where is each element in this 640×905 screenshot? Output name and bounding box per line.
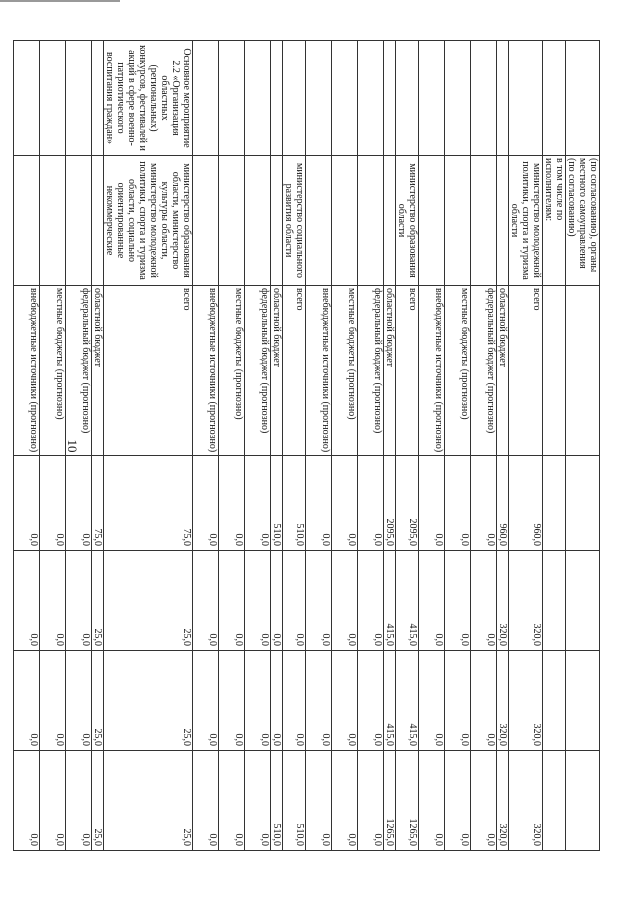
cell-value: 2095,0	[384, 456, 396, 551]
cell-value: 320,0	[497, 551, 509, 651]
cell-measure	[509, 41, 543, 156]
scan-mark	[0, 0, 120, 2]
cell-measure	[92, 41, 104, 156]
cell-value: 0,0	[358, 651, 384, 751]
cell-measure	[245, 41, 271, 156]
cell-value: 25,0	[92, 651, 104, 751]
cell-source: местные бюджеты (прогнозно)	[219, 286, 245, 456]
cell-executor: в том числе по исполнителям:	[543, 156, 566, 286]
cell-executor	[14, 156, 40, 286]
cell-value: 0,0	[66, 551, 92, 651]
table-viewport	[28, 40, 600, 850]
table-row	[566, 41, 600, 851]
table-row	[92, 41, 104, 851]
cell-executor	[497, 156, 509, 286]
cell-value: 0,0	[219, 651, 245, 751]
cell-measure	[66, 41, 92, 156]
cell-value: 960,0	[509, 456, 543, 551]
cell-value: 0,0	[419, 651, 445, 751]
cell-executor	[471, 156, 497, 286]
cell-source: всего	[396, 286, 419, 456]
cell-measure	[384, 41, 396, 156]
table-row	[283, 41, 306, 851]
cell-value: 0,0	[332, 551, 358, 651]
cell-value: 0,0	[471, 551, 497, 651]
cell-value: 0,0	[471, 751, 497, 851]
cell-value: 0,0	[245, 456, 271, 551]
cell-value: 0,0	[219, 456, 245, 551]
cell-value: 25,0	[104, 751, 193, 851]
cell-value: 0,0	[219, 751, 245, 851]
cell-measure	[219, 41, 245, 156]
cell-value: 0,0	[66, 456, 92, 551]
cell-value: 320,0	[497, 651, 509, 751]
cell-value: 510,0	[283, 751, 306, 851]
cell-value: 25,0	[104, 651, 193, 751]
cell-value: 0,0	[271, 551, 283, 651]
cell-measure	[306, 41, 332, 156]
cell-source: федеральный бюджет (прогнозно)	[245, 286, 271, 456]
cell-value: 0,0	[358, 456, 384, 551]
cell-value: 0,0	[445, 456, 471, 551]
table-row	[193, 41, 219, 851]
table-row	[66, 41, 92, 851]
cell-source	[566, 286, 600, 456]
cell-value: 0,0	[40, 651, 66, 751]
cell-measure	[193, 41, 219, 156]
cell-source: областной бюджет	[271, 286, 283, 456]
cell-executor	[358, 156, 384, 286]
cell-value	[566, 651, 600, 751]
cell-measure	[14, 41, 40, 156]
cell-value	[543, 751, 566, 851]
cell-value	[566, 751, 600, 851]
cell-value: 0,0	[283, 651, 306, 751]
cell-value: 415,0	[384, 551, 396, 651]
cell-value: 0,0	[219, 551, 245, 651]
cell-value: 0,0	[271, 651, 283, 751]
cell-source: всего	[104, 286, 193, 456]
cell-value: 0,0	[14, 456, 40, 551]
cell-measure	[471, 41, 497, 156]
table-row	[497, 41, 509, 851]
cell-executor	[193, 156, 219, 286]
cell-value: 960,0	[497, 456, 509, 551]
table-row	[419, 41, 445, 851]
cell-executor	[92, 156, 104, 286]
cell-source: федеральный бюджет (прогнозно)	[358, 286, 384, 456]
cell-measure	[332, 41, 358, 156]
cell-value: 0,0	[419, 751, 445, 851]
cell-value: 0,0	[419, 456, 445, 551]
cell-value: 320,0	[497, 751, 509, 851]
cell-value: 320,0	[509, 551, 543, 651]
cell-value: 510,0	[271, 456, 283, 551]
cell-source	[543, 286, 566, 456]
cell-executor: (по согласованию), органы местного самоуправления (по согласованию)	[566, 156, 600, 286]
table-row	[396, 41, 419, 851]
cell-source: областной бюджет	[384, 286, 396, 456]
cell-measure	[419, 41, 445, 156]
cell-value: 415,0	[396, 651, 419, 751]
cell-value: 510,0	[271, 751, 283, 851]
cell-value: 0,0	[332, 651, 358, 751]
cell-value: 0,0	[358, 751, 384, 851]
cell-value	[566, 551, 600, 651]
cell-measure	[566, 41, 600, 156]
cell-value: 0,0	[245, 651, 271, 751]
cell-value: 0,0	[245, 751, 271, 851]
cell-value: 0,0	[66, 751, 92, 851]
cell-measure	[358, 41, 384, 156]
cell-value: 0,0	[245, 551, 271, 651]
cell-source: всего	[283, 286, 306, 456]
cell-measure	[271, 41, 283, 156]
table-row	[219, 41, 245, 851]
page-number: 10	[65, 439, 80, 453]
cell-executor	[271, 156, 283, 286]
cell-value: 0,0	[40, 751, 66, 851]
cell-executor	[332, 156, 358, 286]
cell-value: 0,0	[66, 651, 92, 751]
cell-value: 25,0	[92, 551, 104, 651]
cell-value: 0,0	[306, 651, 332, 751]
cell-value: 0,0	[40, 456, 66, 551]
cell-value	[543, 551, 566, 651]
table-row	[306, 41, 332, 851]
cell-executor	[219, 156, 245, 286]
cell-value: 0,0	[332, 456, 358, 551]
cell-executor	[445, 156, 471, 286]
cell-value: 0,0	[445, 651, 471, 751]
table-row	[509, 41, 543, 851]
cell-value: 510,0	[283, 456, 306, 551]
cell-value: 25,0	[104, 551, 193, 651]
cell-value: 0,0	[332, 751, 358, 851]
table-row	[358, 41, 384, 851]
cell-source: внебюджетные источники (прогнозно)	[306, 286, 332, 456]
table-row	[104, 41, 193, 851]
cell-value: 320,0	[509, 651, 543, 751]
cell-value: 0,0	[445, 751, 471, 851]
table-row	[271, 41, 283, 851]
cell-value: 0,0	[471, 456, 497, 551]
cell-value: 0,0	[14, 651, 40, 751]
cell-source: всего	[509, 286, 543, 456]
cell-value: 0,0	[193, 456, 219, 551]
cell-value: 2095,0	[396, 456, 419, 551]
cell-value: 0,0	[306, 456, 332, 551]
cell-source: местные бюджеты (прогнозно)	[445, 286, 471, 456]
cell-value: 0,0	[419, 551, 445, 651]
cell-value: 0,0	[445, 551, 471, 651]
cell-source: федеральный бюджет (прогнозно)	[66, 286, 92, 456]
cell-value	[543, 456, 566, 551]
cell-value: 0,0	[358, 551, 384, 651]
cell-value: 75,0	[92, 456, 104, 551]
cell-value	[543, 651, 566, 751]
cell-source: внебюджетные источники (прогнозно)	[193, 286, 219, 456]
cell-executor: министерство образования области, министерство культуры области, министерство молодежной политики, спорта и туризма области, социально ориентированные некоммерческие	[104, 156, 193, 286]
cell-value: 25,0	[92, 751, 104, 851]
table-row	[14, 41, 40, 851]
cell-value: 0,0	[40, 551, 66, 651]
cell-value: 320,0	[509, 751, 543, 851]
financing-table	[13, 40, 600, 851]
cell-value: 0,0	[471, 651, 497, 751]
cell-value: 0,0	[306, 551, 332, 651]
cell-source: областной бюджет	[92, 286, 104, 456]
cell-source: областной бюджет	[497, 286, 509, 456]
cell-source: внебюджетные источники (прогнозно)	[419, 286, 445, 456]
table-row	[543, 41, 566, 851]
table-row	[245, 41, 271, 851]
cell-value: 1265,0	[396, 751, 419, 851]
cell-measure	[396, 41, 419, 156]
cell-executor: министерство образования области	[396, 156, 419, 286]
cell-value: 0,0	[283, 551, 306, 651]
cell-value: 0,0	[193, 551, 219, 651]
cell-source: федеральный бюджет (прогнозно)	[471, 286, 497, 456]
cell-executor: министерство социального развития области	[283, 156, 306, 286]
cell-executor	[384, 156, 396, 286]
cell-value: 415,0	[384, 651, 396, 751]
cell-measure	[283, 41, 306, 156]
cell-value: 75,0	[104, 456, 193, 551]
cell-value: 0,0	[193, 651, 219, 751]
cell-measure	[40, 41, 66, 156]
cell-executor	[419, 156, 445, 286]
cell-source: местные бюджеты (прогнозно)	[332, 286, 358, 456]
cell-measure	[445, 41, 471, 156]
cell-value	[566, 456, 600, 551]
rotated-table	[28, 40, 600, 850]
cell-executor	[40, 156, 66, 286]
cell-value: 0,0	[14, 551, 40, 651]
cell-value: 0,0	[14, 751, 40, 851]
cell-executor	[245, 156, 271, 286]
cell-value: 0,0	[306, 751, 332, 851]
cell-measure: Основное мероприятие 2.2 «Организация областных (региональных) конкурсов, фестивалей и акций в сфере военно-патриотического воспитания граждан»	[104, 41, 193, 156]
cell-executor	[66, 156, 92, 286]
cell-measure	[497, 41, 509, 156]
cell-value: 1265,0	[384, 751, 396, 851]
cell-value: 415,0	[396, 551, 419, 651]
cell-value: 0,0	[193, 751, 219, 851]
table-row	[40, 41, 66, 851]
table-row	[445, 41, 471, 851]
cell-executor	[306, 156, 332, 286]
cell-source: местные бюджеты (прогнозно)	[40, 286, 66, 456]
cell-executor: министерство молодежной политики, спорта и туризма области	[509, 156, 543, 286]
table-row	[471, 41, 497, 851]
cell-source: внебюджетные источники (прогнозно)	[14, 286, 40, 456]
table-row	[384, 41, 396, 851]
cell-measure	[543, 41, 566, 156]
table-row	[332, 41, 358, 851]
